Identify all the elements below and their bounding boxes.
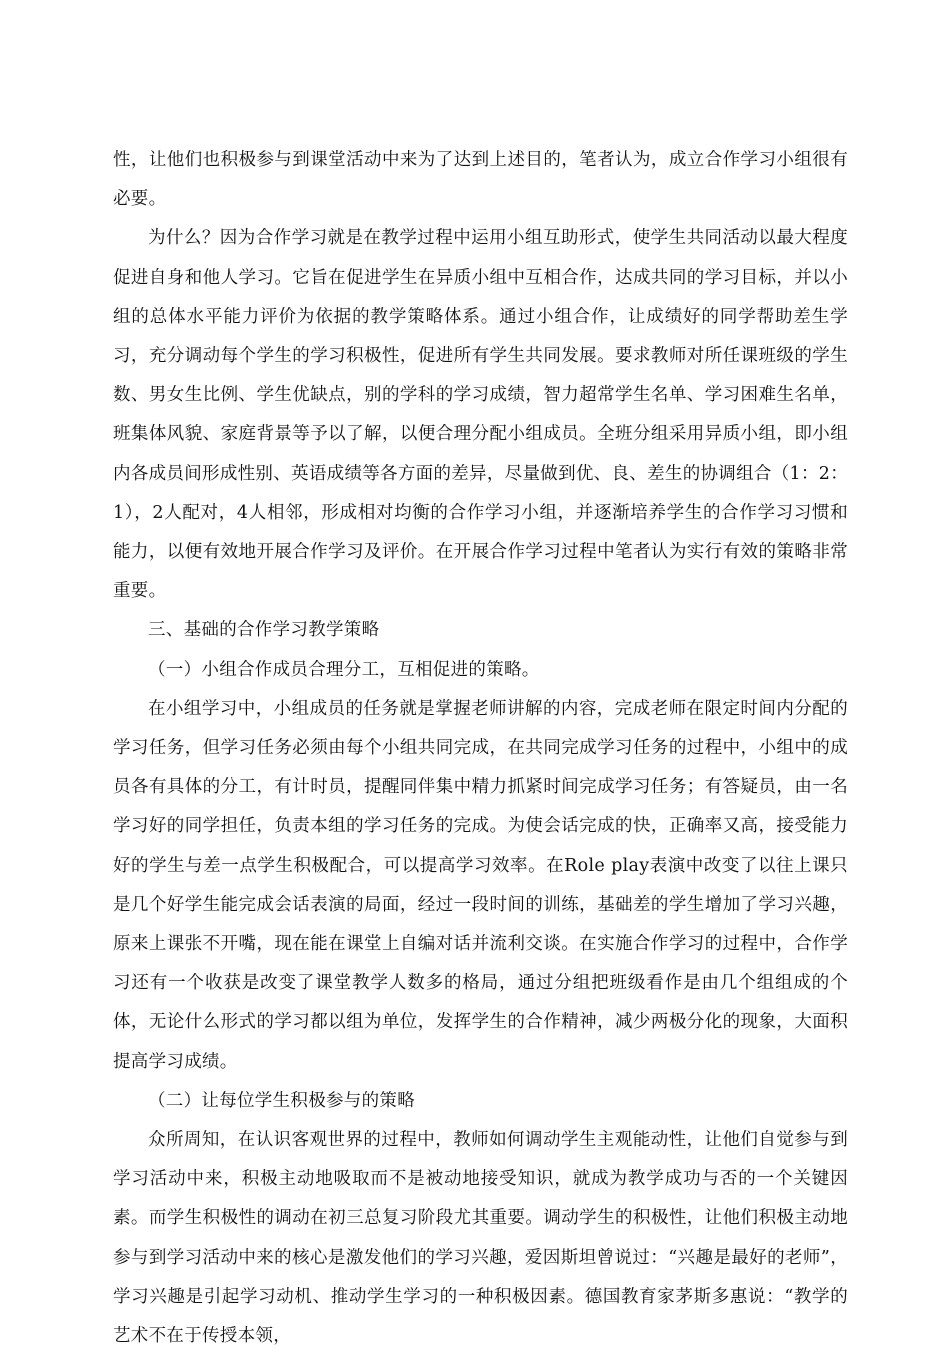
section-heading-strategies: 三、基础的合作学习教学策略 (148, 620, 380, 641)
document-body (113, 141, 848, 1356)
subsection-heading-participation: （二）让每位学生积极参与的策略 (148, 1090, 415, 1111)
paragraph-student-motivation: 众所周知，在认识客观世界的过程中，教师如何调动学生主观能动性，让他们自觉参与到学习活动中来，积极主动地吸取而不是被动地接受知识，就成为教学成功与否的一个关键因素。而学生积极性的调动在初三总复习阶段尤其重要。调动学生的积极性，让他们积极主动地参与到学习活动中来的核心是激发他们的学习兴趣，爱因斯坦曾说过：“兴趣是最好的老师”，学习兴趣是引起学习动机、推动学生学习的一种积极因素。德国教育家茅斯多惠说：“教学的艺术不在于传授本领， (113, 1130, 848, 1347)
paragraph-group-tasks: 在小组学习中，小组成员的任务就是掌握老师讲解的内容，完成老师在限定时间内分配的学习任务，但学习任务必须由每个小组共同完成，在共同完成学习任务的过程中，小组中的成员各有具体的分工，有计时员，提醒同伴集中精力抓紧时间完成学习任务；有答疑员，由一名学习好的同学担任，负责本组的学习任务的完成。为使会话完成的快，正确率又高，接受能力好的学生与差一点学生积极配合，可以提高学习效率。在Role play表演中改变了以往上课只是几个好学生能完成会话表演的局面，经过一段时间的训练，基础差的学生增加了学习兴趣，原来上课张不开嘴，现在能在课堂上自编对话并流利交谈。在实施合作学习的过程中，合作学习还有一个收获是改变了课堂教学人数多的格局，通过分组把班级看作是由几个组组成的个体，无论什么形式的学习都以组为单位，发挥学生的合作精神，减少两极分化的现象，大面积提高学习成绩。 (113, 698, 848, 1072)
paragraph-continuation: 性，让他们也积极参与到课堂活动中来为了达到上述目的，笔者认为，成立合作学习小组很有必要。 (113, 150, 848, 210)
paragraph-why-cooperative-learning: 为什么？因为合作学习就是在教学过程中运用小组互助形式，使学生共同活动以最大程度促进自身和他人学习。它旨在促进学生在异质小组中互相合作，达成共同的学习目标，并以小组的总体水平能力评价为依据的教学策略体系。通过小组合作，让成绩好的同学帮助差生学习，充分调动每个学生的学习积极性，促进所有学生共同发展。要求教师对所任课班级的学生数、男女生比例、学生优缺点，别的学科的学习成绩，智力超常学生名单、学习困难生名单，班集体风貌、家庭背景等予以了解，以便合理分配小组成员。全班分组采用异质小组，即小组内各成员间形成性别、英语成绩等各方面的差异，尽量做到优、良、差生的协调组合（1：2：1），2人配对，4人相邻，形成相对均衡的合作学习小组，并逐渐培养学生的合作学习习惯和能力，以便有效地开展合作学习及评价。在开展合作学习过程中笔者认为实行有效的策略非常重要。 (113, 228, 848, 602)
subsection-heading-division-of-labor: （一）小组合作成员合理分工，互相促进的策略。 (148, 659, 540, 680)
